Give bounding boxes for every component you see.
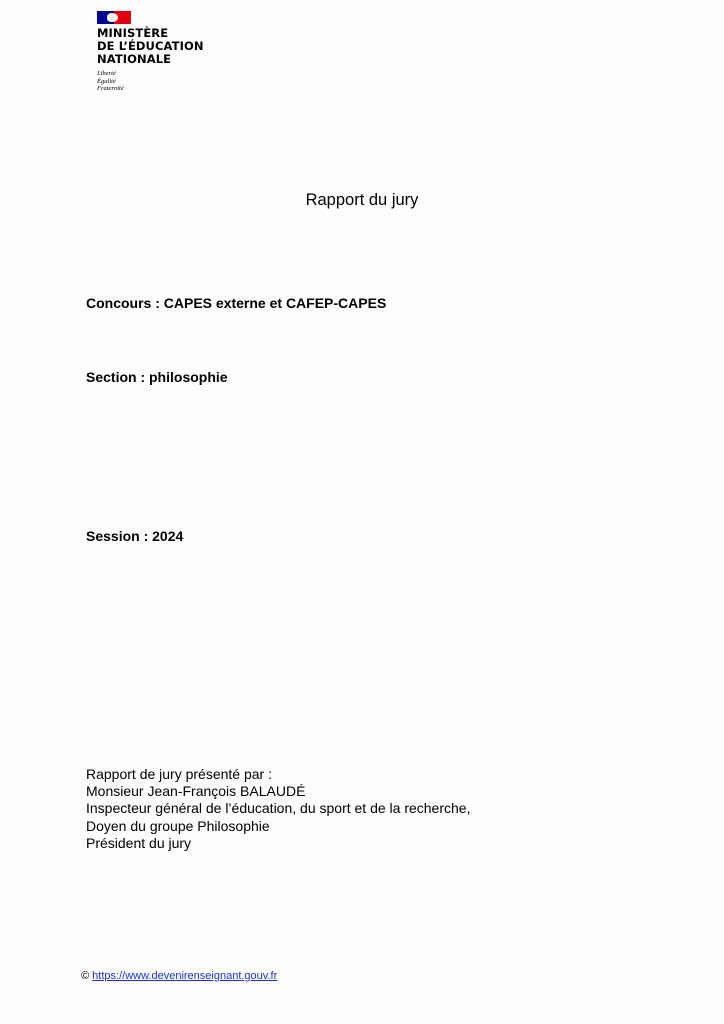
motto-line: Égalité bbox=[97, 77, 116, 85]
presenter-title: Inspecteur général de l’éducation, du sport et de la recherche, bbox=[86, 800, 471, 817]
presenter-role: Doyen du groupe Philosophie bbox=[86, 817, 270, 834]
footer bbox=[81, 970, 277, 982]
marianne-profile-icon bbox=[107, 13, 118, 22]
session-line: Session : 2024 bbox=[86, 528, 184, 544]
presenter-jury-role: Président du jury bbox=[86, 834, 192, 851]
presenter-name: Monsieur Jean-François BALAUDÉ bbox=[86, 783, 306, 800]
republic-motto bbox=[97, 70, 217, 93]
marianne-flag-icon bbox=[97, 11, 131, 24]
ministry-name-line: MINISTÈRE bbox=[97, 26, 169, 40]
presented-by-block bbox=[86, 766, 470, 852]
motto-line: Fraternité bbox=[97, 85, 124, 92]
ministry-name-line: DE L’ÉDUCATION bbox=[97, 39, 204, 53]
concours-line: Concours : CAPES externe et CAFEP-CAPES bbox=[86, 295, 387, 311]
ministry-logo bbox=[97, 11, 217, 93]
copyright-icon: © bbox=[81, 970, 90, 982]
document-title: Rapport du jury bbox=[305, 191, 419, 209]
motto-line: Liberté bbox=[97, 70, 116, 77]
website-link[interactable]: https://www.devenirenseignant.gouv.fr bbox=[92, 970, 278, 982]
presented-by-line: Rapport de jury présenté par : bbox=[86, 766, 272, 782]
ministry-name-line: NATIONALE bbox=[97, 52, 172, 66]
section-line: Section : philosophie bbox=[86, 369, 228, 385]
ministry-name bbox=[97, 27, 217, 66]
